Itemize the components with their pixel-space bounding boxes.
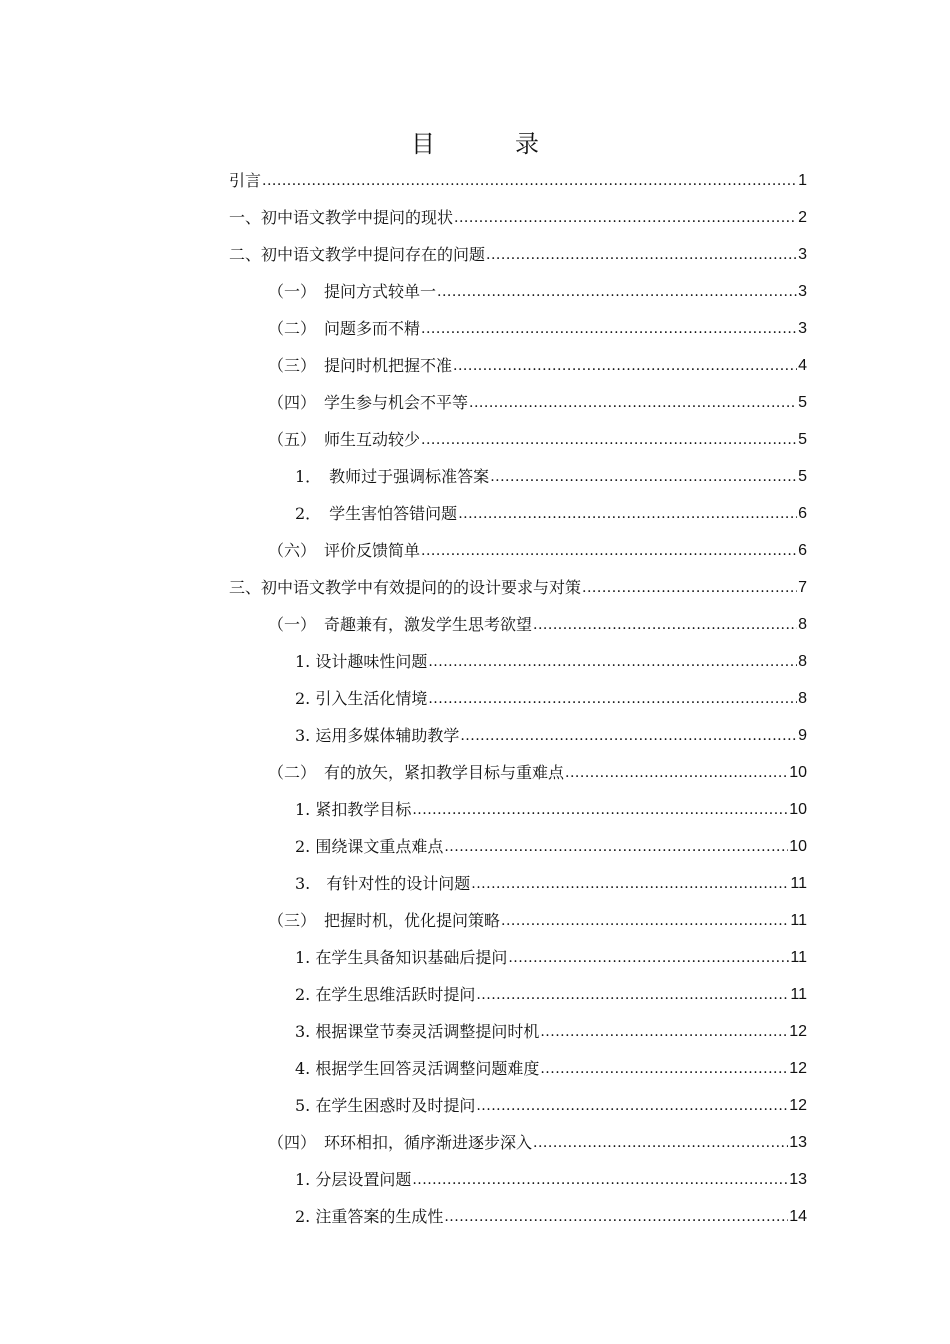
toc-entry-label: 2. 引入生活化情境 <box>295 689 428 708</box>
toc-entry-page-number: 5 <box>798 468 807 485</box>
toc-entry[interactable] <box>229 198 807 228</box>
toc-entry[interactable] <box>295 1086 807 1116</box>
toc-entry-label: 2. 在学生思维活跃时提问 <box>295 985 476 1004</box>
toc-entry-page-number: 14 <box>789 1208 807 1225</box>
toc-entry-page-number: 11 <box>790 949 807 966</box>
toc-entry-page-number: 1 <box>798 172 807 189</box>
toc-entry[interactable] <box>229 568 807 598</box>
toc-entry-page-number: 13 <box>789 1134 807 1151</box>
toc-entry-page-number: 4 <box>798 357 807 374</box>
toc-entry-label: 1. 分层设置问题 <box>295 1170 412 1189</box>
toc-leader-dots <box>421 430 797 450</box>
toc-leader-dots <box>421 541 797 561</box>
toc-entry-label: （四） 环环相扣，循序渐进逐步深入 <box>268 1133 533 1152</box>
toc-entry-label: 2． 学生害怕答错问题 <box>295 504 458 523</box>
toc-entry-page-number: 11 <box>790 986 807 1003</box>
toc-entry[interactable] <box>295 457 807 487</box>
toc-leader-dots <box>454 208 797 228</box>
toc-entry-label: 1. 在学生具备知识基础后提问 <box>295 948 508 967</box>
toc-entry-label: （三） 提问时机把握不准 <box>268 356 453 375</box>
toc-leader-dots <box>486 245 797 265</box>
toc-entry-label: （一） 提问方式较单一 <box>268 282 437 301</box>
toc-entry-label: 5. 在学生困惑时及时提问 <box>295 1096 476 1115</box>
toc-entry-page-number: 10 <box>789 801 807 818</box>
toc-leader-dots <box>540 1022 788 1042</box>
toc-leader-dots <box>458 504 797 524</box>
page-title: 目 录 <box>411 130 567 158</box>
toc-leader-dots <box>428 689 797 709</box>
toc-leader-dots <box>453 356 797 376</box>
toc-leader-dots <box>469 393 797 413</box>
toc-entry-page-number: 10 <box>789 764 807 781</box>
toc-entry-label: 3. 根据课堂节奏灵活调整提问时机 <box>295 1022 540 1041</box>
toc-entry-page-number: 11 <box>790 875 807 892</box>
toc-entry-label: （二） 有的放矢，紧扣教学目标与重难点 <box>268 763 565 782</box>
toc-entry-label: 1. 设计趣味性问题 <box>295 652 428 671</box>
toc-leader-dots <box>460 726 797 746</box>
toc-leader-dots <box>540 1059 788 1079</box>
toc-leader-dots <box>444 1207 788 1227</box>
toc-entry-page-number: 12 <box>789 1023 807 1040</box>
toc-leader-dots <box>582 578 797 598</box>
toc-entry-page-number: 7 <box>798 579 807 596</box>
toc-entry-label: 2. 围绕课文重点难点 <box>295 837 444 856</box>
toc-entry[interactable] <box>295 864 807 894</box>
toc-leader-dots <box>437 282 797 302</box>
toc-entry[interactable] <box>295 716 807 746</box>
toc-entry[interactable] <box>295 1049 807 1079</box>
toc-entry-label: 4. 根据学生回答灵活调整问题难度 <box>295 1059 540 1078</box>
toc-entry[interactable] <box>268 383 807 413</box>
toc-entry[interactable] <box>268 1123 807 1153</box>
toc-entry-label: 3. 有针对性的设计问题 <box>295 874 471 893</box>
toc-entry-page-number: 3 <box>798 283 807 300</box>
toc-entry-page-number: 10 <box>789 838 807 855</box>
toc-entry-page-number: 5 <box>798 431 807 448</box>
toc-leader-dots <box>533 1133 788 1153</box>
toc-leader-dots <box>508 948 789 968</box>
toc-entry[interactable] <box>229 161 807 191</box>
toc-entry-label: 二、初中语文教学中提问存在的问题 <box>229 245 486 264</box>
toc-entry[interactable] <box>268 605 807 635</box>
toc-entry[interactable] <box>268 753 807 783</box>
toc-entry[interactable] <box>295 827 807 857</box>
toc-entry-page-number: 8 <box>798 616 807 633</box>
toc-entry[interactable] <box>295 679 807 709</box>
toc-entry-page-number: 12 <box>789 1060 807 1077</box>
toc-entry-page-number: 6 <box>798 542 807 559</box>
toc-entry-page-number: 5 <box>798 394 807 411</box>
toc-entry[interactable] <box>268 272 807 302</box>
toc-entry[interactable] <box>268 420 807 450</box>
toc-entry-label: 3. 运用多媒体辅助教学 <box>295 726 460 745</box>
toc-entry-page-number: 2 <box>798 209 807 226</box>
toc-entry[interactable] <box>295 1012 807 1042</box>
toc-entry-label: （五） 师生互动较少 <box>268 430 421 449</box>
toc-entry-label: 2. 注重答案的生成性 <box>295 1207 444 1226</box>
toc-entry-label: 引言 <box>229 171 262 190</box>
toc-entry-label: （一） 奇趣兼有，激发学生思考欲望 <box>268 615 533 634</box>
toc-entry[interactable] <box>229 235 807 265</box>
toc-entry[interactable] <box>295 790 807 820</box>
toc-leader-dots <box>444 837 788 857</box>
toc-entry[interactable] <box>295 642 807 672</box>
toc-entry-page-number: 3 <box>798 320 807 337</box>
toc-entry-label: （四） 学生参与机会不平等 <box>268 393 469 412</box>
toc-entry-label: 三、初中语文教学中有效提问的的设计要求与对策 <box>229 578 582 597</box>
toc-entry-page-number: 12 <box>789 1097 807 1114</box>
toc-leader-dots <box>490 467 797 487</box>
toc-leader-dots <box>412 800 788 820</box>
toc-entry-page-number: 8 <box>798 653 807 670</box>
toc-entry-label: （三） 把握时机，优化提问策略 <box>268 911 501 930</box>
toc-entry-label: 1． 教师过于强调标准答案 <box>295 467 490 486</box>
toc-leader-dots <box>421 319 797 339</box>
toc-entry-label: （六） 评价反馈简单 <box>268 541 421 560</box>
toc-entry[interactable] <box>295 494 807 524</box>
toc-leader-dots <box>476 985 789 1005</box>
toc-entry[interactable] <box>295 975 807 1005</box>
toc-entry-page-number: 6 <box>798 505 807 522</box>
toc-entry[interactable] <box>268 309 807 339</box>
toc-entry[interactable] <box>268 346 807 376</box>
toc-entry-page-number: 13 <box>789 1171 807 1188</box>
toc-leader-dots <box>412 1170 788 1190</box>
toc-leader-dots <box>428 652 797 672</box>
toc-leader-dots <box>565 763 788 783</box>
toc-entry[interactable] <box>268 531 807 561</box>
toc-leader-dots <box>262 171 797 191</box>
toc-entry-page-number: 9 <box>798 727 807 744</box>
toc-entry[interactable] <box>268 901 807 931</box>
toc-leader-dots <box>501 911 789 931</box>
toc-entry-page-number: 11 <box>790 912 807 929</box>
toc-entry-label: 1. 紧扣教学目标 <box>295 800 412 819</box>
toc-leader-dots <box>476 1096 788 1116</box>
toc-entry[interactable] <box>295 938 807 968</box>
toc-leader-dots <box>471 874 789 894</box>
toc-leader-dots <box>533 615 797 635</box>
toc-entry-page-number: 8 <box>798 690 807 707</box>
toc-entry[interactable] <box>295 1197 807 1227</box>
toc-entry-page-number: 3 <box>798 246 807 263</box>
toc-entry[interactable] <box>295 1160 807 1190</box>
toc-entry-label: （二） 问题多而不精 <box>268 319 421 338</box>
toc-entry-label: 一、初中语文教学中提问的现状 <box>229 208 454 227</box>
